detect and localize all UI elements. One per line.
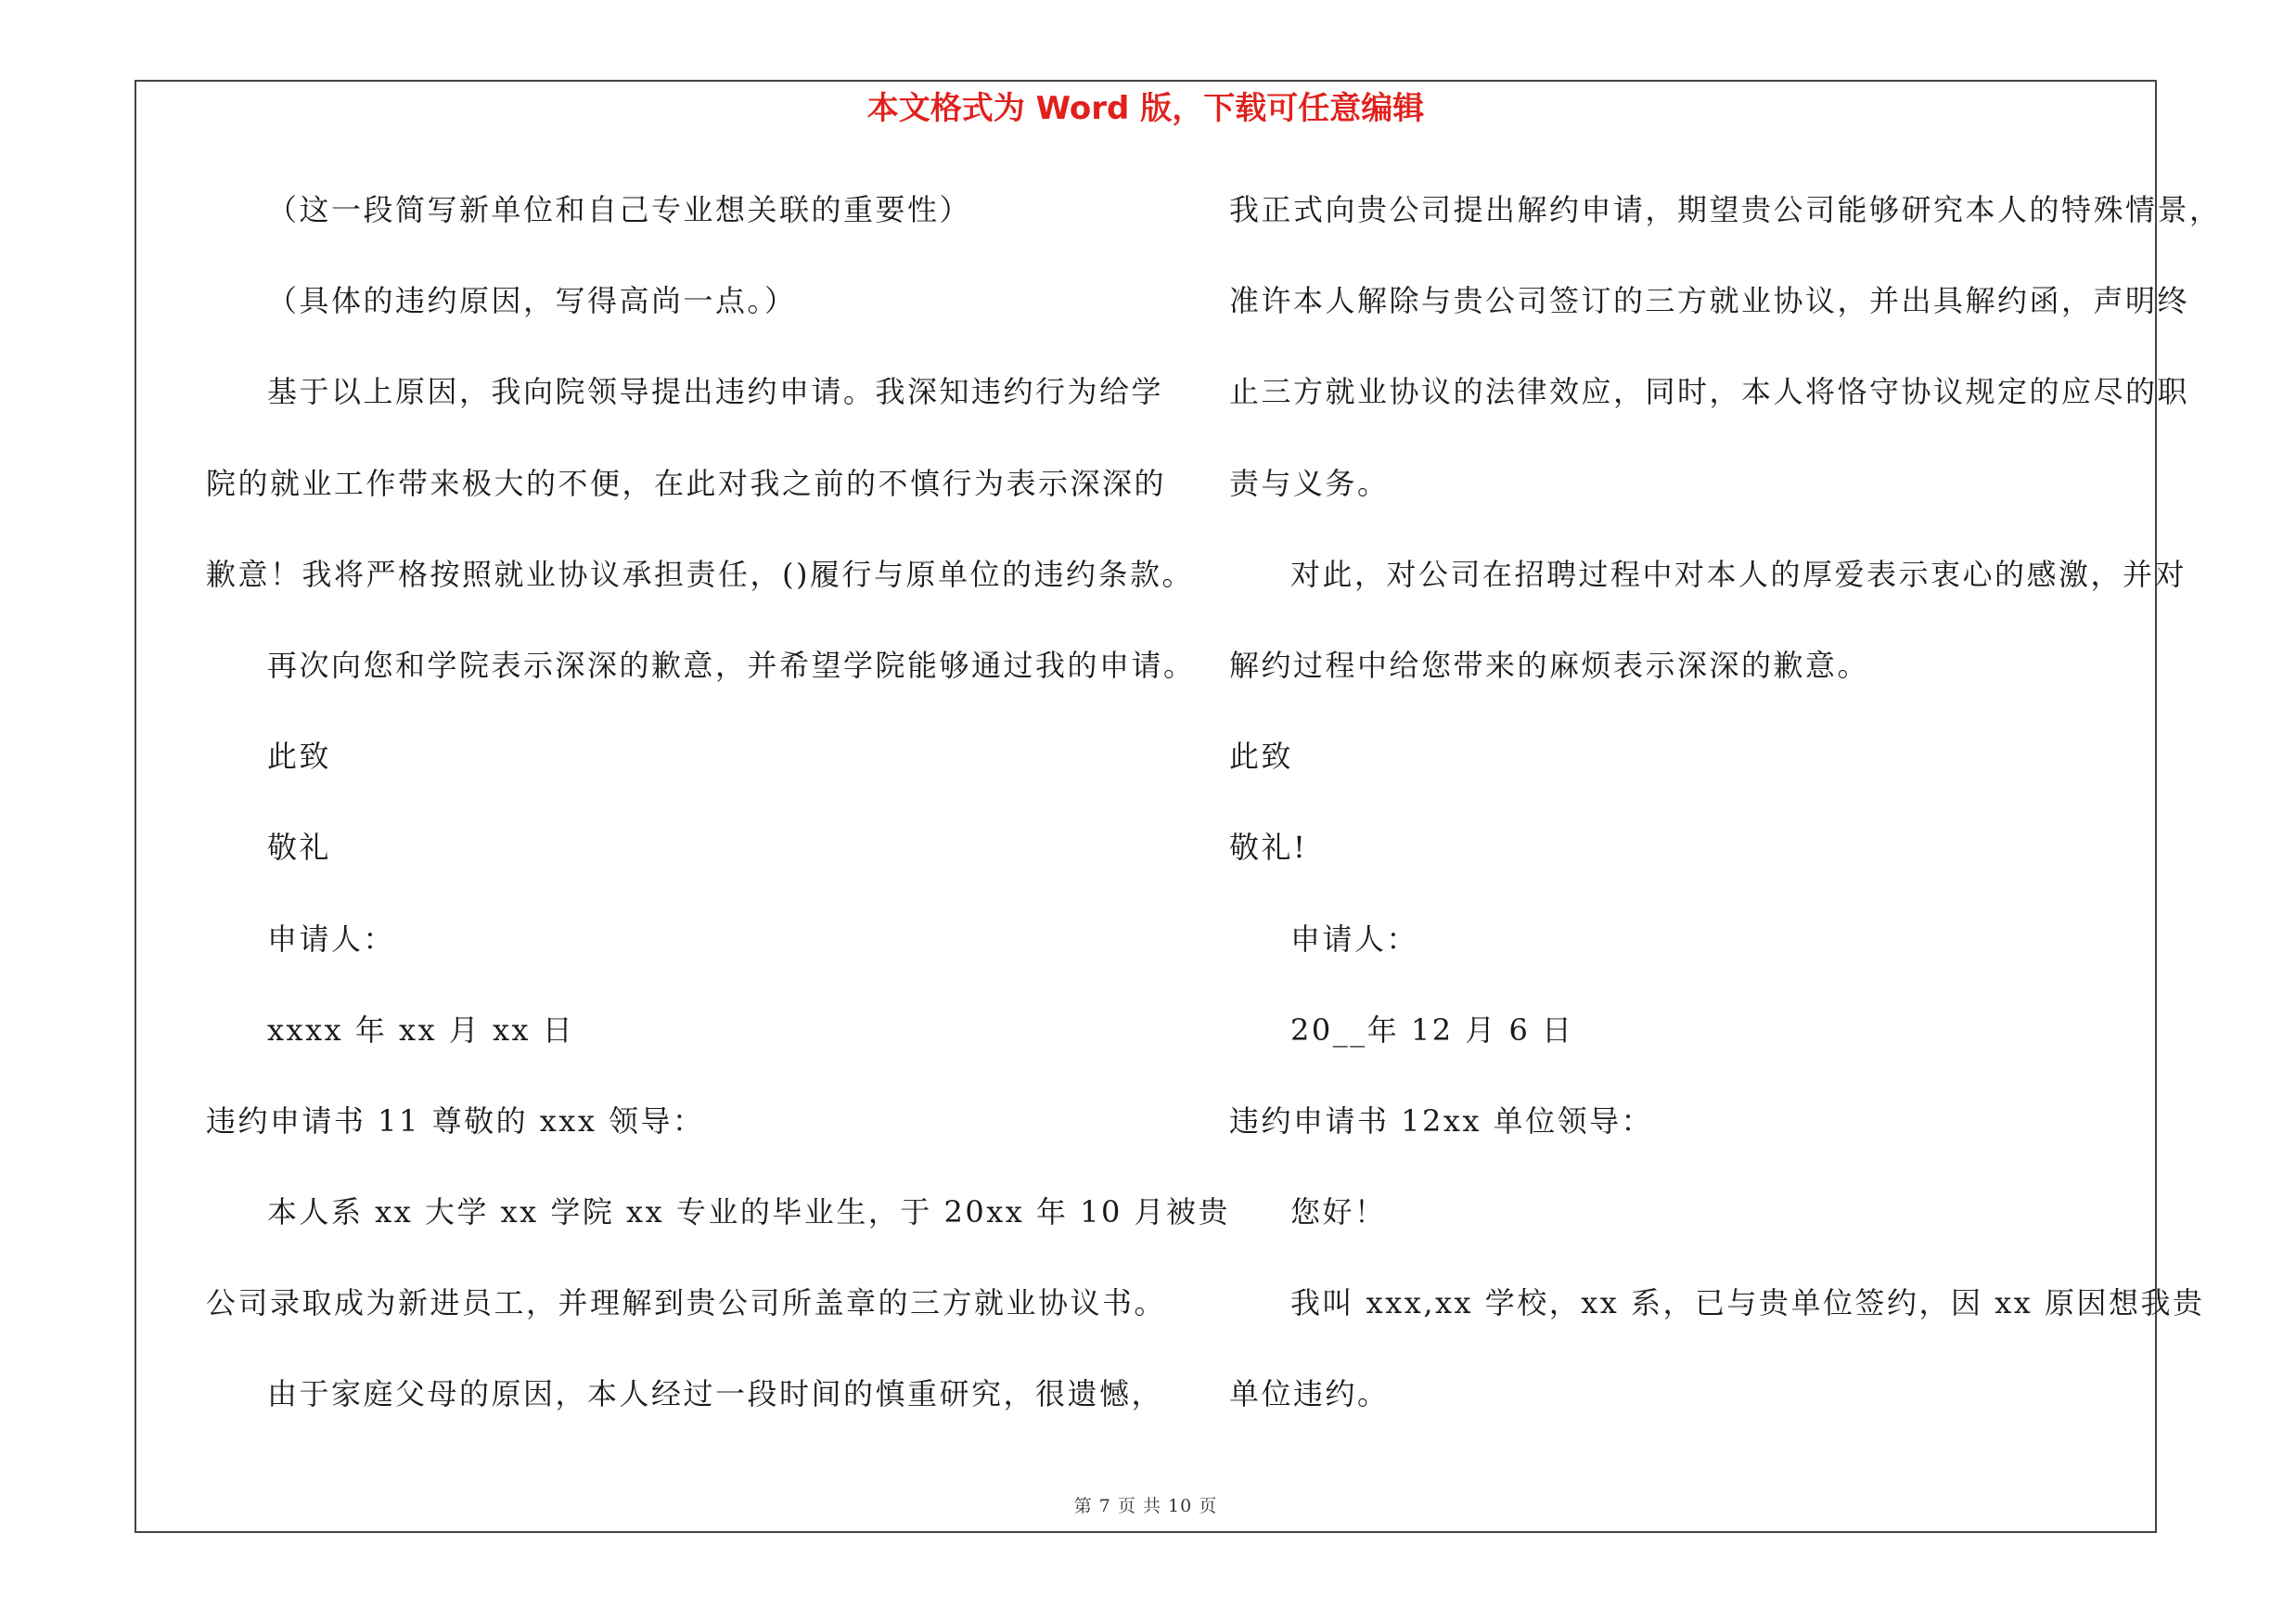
text-line: 准许本人解除与贵公司签订的三方就业协议，并出具解约函，声明终 <box>1229 283 2190 319</box>
text-line: 申请人： <box>1290 921 1419 957</box>
text-line: 再次向您和学院表示深深的歉意，并希望学院能够通过我的申请。 <box>267 647 1196 683</box>
text-line: 我正式向贵公司提出解约申请，期望贵公司能够研究本人的特殊情景， <box>1229 192 2222 227</box>
text-line: 敬礼 <box>267 830 332 866</box>
format-banner: 本文格式为 Word 版，下载可任意编辑 <box>866 90 1425 127</box>
text-line: 违约申请书 12xx 单位领导： <box>1229 1102 1654 1139</box>
text-line: 由于家庭父母的原因，本人经过一段时间的慎重研究，很遗憾， <box>267 1376 1164 1412</box>
page-number-footer: 第 7 页 共 10 页 <box>1073 1496 1218 1516</box>
text-line: xxxx 年 xx 月 xx 日 <box>267 1011 575 1048</box>
text-line: 此致 <box>1229 739 1294 775</box>
text-line: 20__年 12 月 6 日 <box>1290 1011 1574 1048</box>
text-line: 责与义务。 <box>1229 465 1390 501</box>
text-line: 公司录取成为新进员工，并理解到贵公司所盖章的三方就业协议书。 <box>206 1285 1167 1321</box>
text-line: 基于以上原因，我向院领导提出违约申请。我深知违约行为给学 <box>267 374 1164 410</box>
text-line: 此致 <box>267 739 332 775</box>
text-line: 我叫 xxx,xx 学校，xx 系，已与贵单位签约，因 xx 原因想我贵 <box>1290 1285 2205 1321</box>
text-line: 敬礼! <box>1229 830 1308 866</box>
text-line: 单位违约。 <box>1229 1376 1390 1412</box>
text-line: 院的就业工作带来极大的不便，在此对我之前的不慎行为表示深深的 <box>206 465 1167 501</box>
text-line: 止三方就业协议的法律效应，同时，本人将恪守协议规定的应尽的职 <box>1229 374 2190 410</box>
text-line: 您好！ <box>1290 1194 1387 1230</box>
text-line: 对此，对公司在招聘过程中对本人的厚爱表示衷心的感激，并对 <box>1290 556 2187 592</box>
text-line: （这一段简写新单位和自己专业想关联的重要性） <box>267 192 972 227</box>
text-line: 本人系 xx 大学 xx 学院 xx 专业的毕业生，于 20xx 年 10 月被贵 <box>267 1194 1231 1230</box>
text-line: 违约申请书 11 尊敬的 xxx 领导： <box>206 1102 705 1139</box>
text-line: 申请人： <box>267 921 396 957</box>
text-line: 歉意！我将严格按照就业协议承担责任，()履行与原单位的违约条款。 <box>206 556 1194 592</box>
right-text-column <box>1229 182 2222 1458</box>
text-line: 解约过程中给您带来的麻烦表示深深的歉意。 <box>1229 647 1870 683</box>
text-line: （具体的违约原因，写得高尚一点。） <box>267 283 797 319</box>
left-text-column <box>206 182 1231 1458</box>
